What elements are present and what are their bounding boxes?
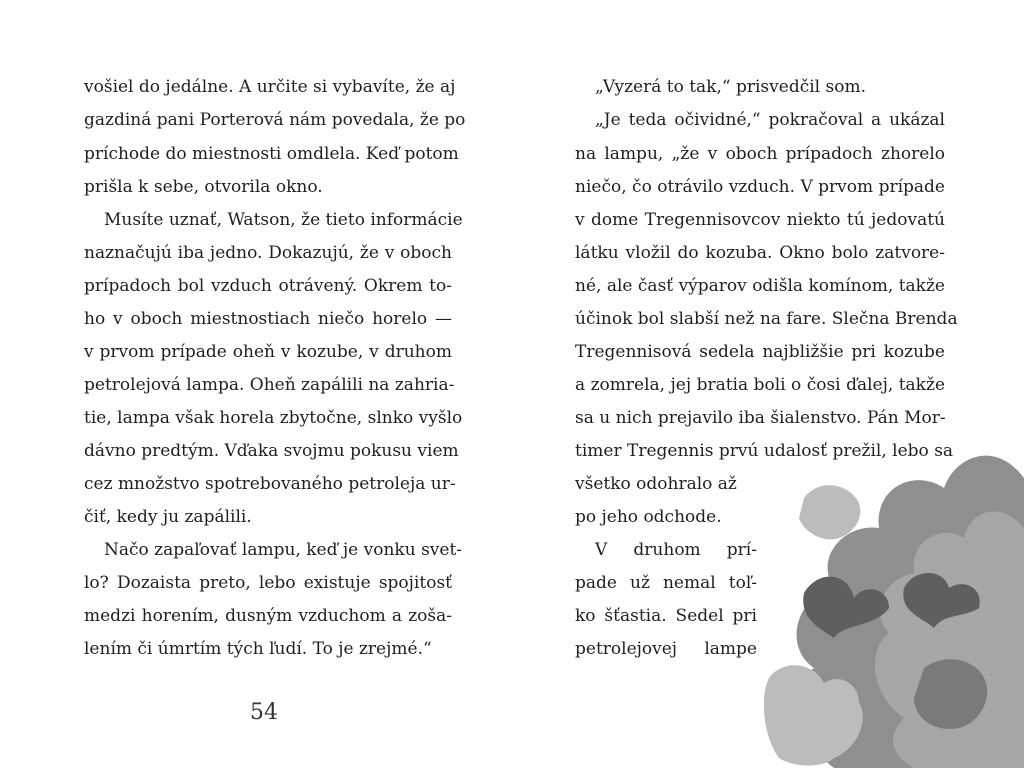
text-line: timer Tregennis prvú udalosť prežil, lebo sa <box>575 441 954 461</box>
text-line: V druhom prí- <box>595 540 757 560</box>
text-line: naznačujú iba jedno. Dokazujú, že v oboch <box>84 243 452 263</box>
text-line: čiť, kedy ju zapálili. <box>84 507 252 527</box>
text-line: lením či úmrtím tých ľudí. To je zrejmé.“ <box>84 639 432 659</box>
text-line: tie, lampa však horela zbytočne, slnko vyšlo <box>84 408 463 428</box>
text-line: pade už nemal toľ- <box>575 573 757 593</box>
page-number: 54 <box>250 700 278 725</box>
text-line: petrolejová lampa. Oheň zapálili na zahria- <box>84 375 455 395</box>
text-line: v prvom prípade oheň v kozube, v druhom <box>84 342 452 362</box>
text-line: príchode do miestnosti omdlela. Keď potom <box>84 144 459 164</box>
text-line: ko šťastia. Sedel pri <box>575 606 757 626</box>
text-line: lo? Dozaista preto, lebo existuje spojitosť <box>84 573 452 593</box>
text-line: po jeho odchode. <box>575 507 722 527</box>
text-line: všetko odohralo až <box>575 474 737 494</box>
text-line: ho v oboch miestnostiach niečo horelo — <box>84 309 452 329</box>
text-line: sa u nich prejavilo iba šialenstvo. Pán Mor- <box>575 408 946 428</box>
text-line: „Vyzerá to tak,“ prisvedčil som. <box>595 77 866 97</box>
text-line: medzi horením, dusným vzduchom a zoša- <box>84 606 452 626</box>
text-line: a zomrela, jej bratia boli o čosi ďalej, takže <box>575 375 945 395</box>
text-line: účinok bol slabší než na fare. Slečna Brenda <box>575 309 958 329</box>
text-line: niečo, čo otrávilo vzduch. V prvom prípade <box>575 177 945 197</box>
text-line: látku vložil do kozuba. Okno bolo zatvore- <box>575 243 945 263</box>
text-line: né, ale časť výparov odišla komínom, takže <box>575 276 945 296</box>
text-line: dávno predtým. Vďaka svojmu pokusu viem <box>84 441 459 461</box>
text-line: v dome Tregennisovcov niekto tú jedovatú <box>575 210 945 230</box>
text-line: gazdiná pani Porterová nám povedala, že po <box>84 110 466 130</box>
text-line: cez množstvo spotrebovaného petroleja ur- <box>84 474 456 494</box>
text-line: Načo zapaľovať lampu, keď je vonku svet- <box>104 540 463 560</box>
text-line: vošiel do jedálne. A určite si vybavíte, že aj <box>84 77 456 97</box>
text-line: petrolejovej lampe <box>575 639 757 659</box>
text-line: „Je teda očividné,“ pokračoval a ukázal <box>595 110 945 130</box>
text-line: Tregennisová sedela najbližšie pri kozube <box>575 342 945 362</box>
right-page <box>512 0 1024 768</box>
smoke-illustration <box>764 438 1024 768</box>
text-line: prípadoch bol vzduch otrávený. Okrem to- <box>84 276 452 296</box>
text-line: Musíte uznať, Watson, že tieto informácie <box>104 210 463 230</box>
text-line: na lampu, „že v oboch prípadoch zhorelo <box>575 144 945 164</box>
text-line: prišla k sebe, otvorila okno. <box>84 177 323 197</box>
